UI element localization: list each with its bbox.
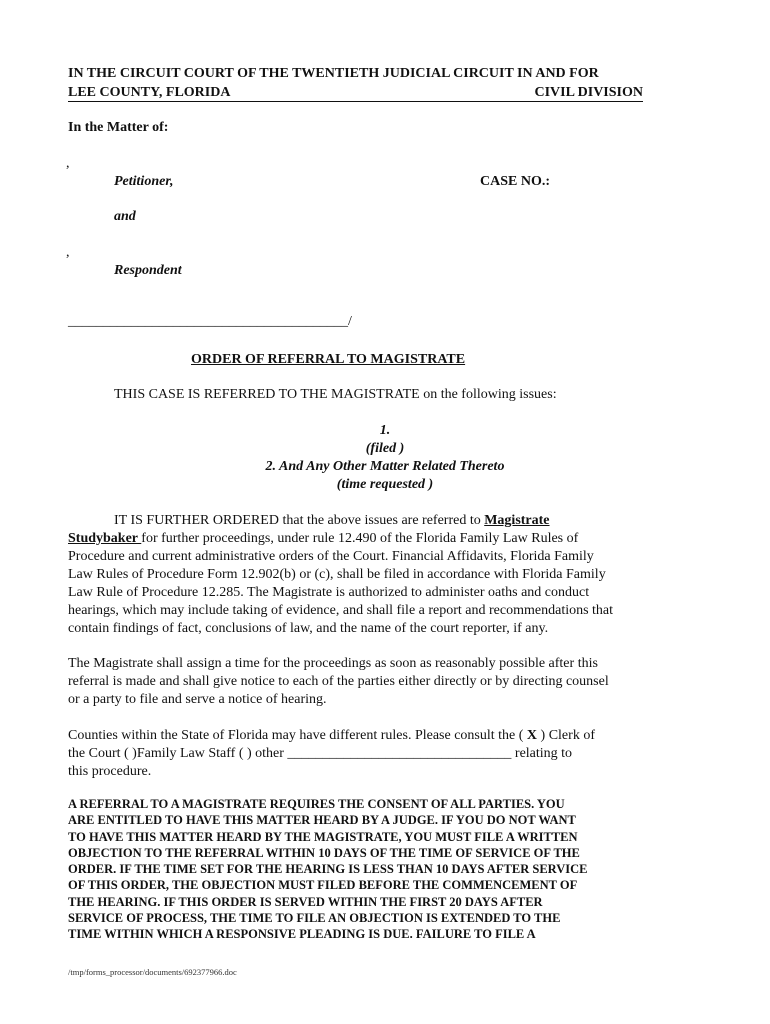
p1-line5: Law Rule of Procedure 12.285. The Magistrate is authorized to administer oaths and conduct — [68, 585, 590, 600]
warning-line9: TIME WITHIN WHICH A RESPONSIVE PLEADING IS DUE. FAILURE TO FILE A — [68, 927, 536, 942]
p3-line3: this procedure. — [68, 764, 152, 779]
p3-line1: Counties within the State of Florida may have different rules. Please consult the ( X ) Clerk of — [68, 728, 595, 743]
order-title: ORDER OF REFERRAL TO MAGISTRATE — [191, 352, 466, 367]
warning-line4: OBJECTION TO THE REFERRAL WITHIN 10 DAYS OF THE TIME OF SERVICE OF THE — [68, 845, 580, 860]
warning-line2: ARE ENTITLED TO HAVE THIS MATTER HEARD BY A JUDGE. IF YOU DO NOT WANT — [68, 813, 576, 828]
p1-line2: Studybaker for further proceedings, under rule 12.490 of the Florida Family Law Rules of — [68, 531, 579, 546]
petitioner-name-comma: , — [66, 156, 70, 171]
p3-line2: the Court ( )Family Law Staff ( ) other ________________________________ relating to — [68, 746, 573, 761]
warning-line7: THE HEARING. IF THIS ORDER IS SERVED WITHIN THE FIRST 20 DAYS AFTER — [68, 894, 543, 909]
warning-line3: TO HAVE THIS MATTER HEARD BY THE MAGISTRATE, YOU MUST FILE A WRITTEN — [68, 829, 578, 844]
referral-intro: THIS CASE IS REFERRED TO THE MAGISTRATE on the following issues: — [114, 387, 557, 402]
document-path-footer: /tmp/forms_processor/documents/692377966.doc — [68, 967, 237, 977]
warning-line5: ORDER. IF THE TIME SET FOR THE HEARING IS LESS THAN 10 DAYS AFTER SERVICE — [68, 862, 588, 877]
issue-item-2: 2. And Any Other Matter Related Thereto — [265, 459, 505, 474]
p1-line4: Law Rules of Procedure Form 12.902(b) or (c), shall be filed in accordance with Florida Family — [68, 567, 606, 582]
magistrate-title: Magistrate — [484, 513, 550, 528]
magistrate-name: Studybaker — [68, 531, 142, 546]
further-ordered-paragraph — [68, 512, 668, 638]
court-heading-line1: IN THE CIRCUIT COURT OF THE TWENTIETH JUDICIAL CIRCUIT IN AND FOR — [68, 66, 599, 81]
scheduling-paragraph — [68, 655, 668, 709]
p1-line1: IT IS FURTHER ORDERED that the above issues are referred to Magistrate — [114, 513, 550, 528]
clerk-checkbox-mark: X — [526, 728, 538, 743]
petitioner-label: Petitioner, — [114, 174, 174, 189]
respondent-label: Respondent — [114, 263, 182, 278]
p2-line2: referral is made and shall give notice to each of the parties either directly or by directing counsel — [68, 674, 609, 689]
caption-closing-line: ________________________________________/ — [68, 314, 352, 329]
case-number-label: CASE NO.: — [480, 174, 551, 189]
warning-line8: SERVICE OF PROCESS, THE TIME TO FILE AN OBJECTION IS EXTENDED TO THE — [68, 911, 561, 926]
county-label: LEE COUNTY, FLORIDA — [68, 85, 231, 100]
warning-line1: A REFERRAL TO A MAGISTRATE REQUIRES THE CONSENT OF ALL PARTIES. YOU — [68, 797, 565, 811]
division-label: CIVIL DIVISION — [534, 85, 643, 100]
p2-line1: The Magistrate shall assign a time for the proceedings as soon as reasonably possible after this — [68, 656, 598, 671]
court-heading-line2 — [68, 85, 643, 102]
issue-item-2-time: (time requested ) — [336, 477, 434, 492]
in-the-matter-label: In the Matter of: — [68, 120, 169, 135]
p2-line3: or a party to file and serve a notice of hearing. — [68, 692, 327, 707]
warning-line6: OF THIS ORDER, THE OBJECTION MUST FILED BEFORE THE COMMENCEMENT OF — [68, 878, 578, 893]
consent-warning — [68, 796, 668, 943]
and-label: and — [114, 209, 136, 224]
counties-paragraph — [68, 727, 668, 781]
issue-item-1: 1. — [379, 423, 391, 438]
respondent-name-comma: , — [66, 245, 70, 260]
p1-line3: Procedure and current administrative orders of the Court. Financial Affidavits, Florida Family — [68, 549, 594, 564]
p1-line6: hearings, which may include taking of evidence, and shall file a report and recommendations that — [68, 603, 614, 618]
p1-line7: contain findings of fact, conclusions of law, and the name of the court reporter, if any. — [68, 621, 549, 636]
issue-item-1-filed: (filed ) — [365, 441, 405, 456]
